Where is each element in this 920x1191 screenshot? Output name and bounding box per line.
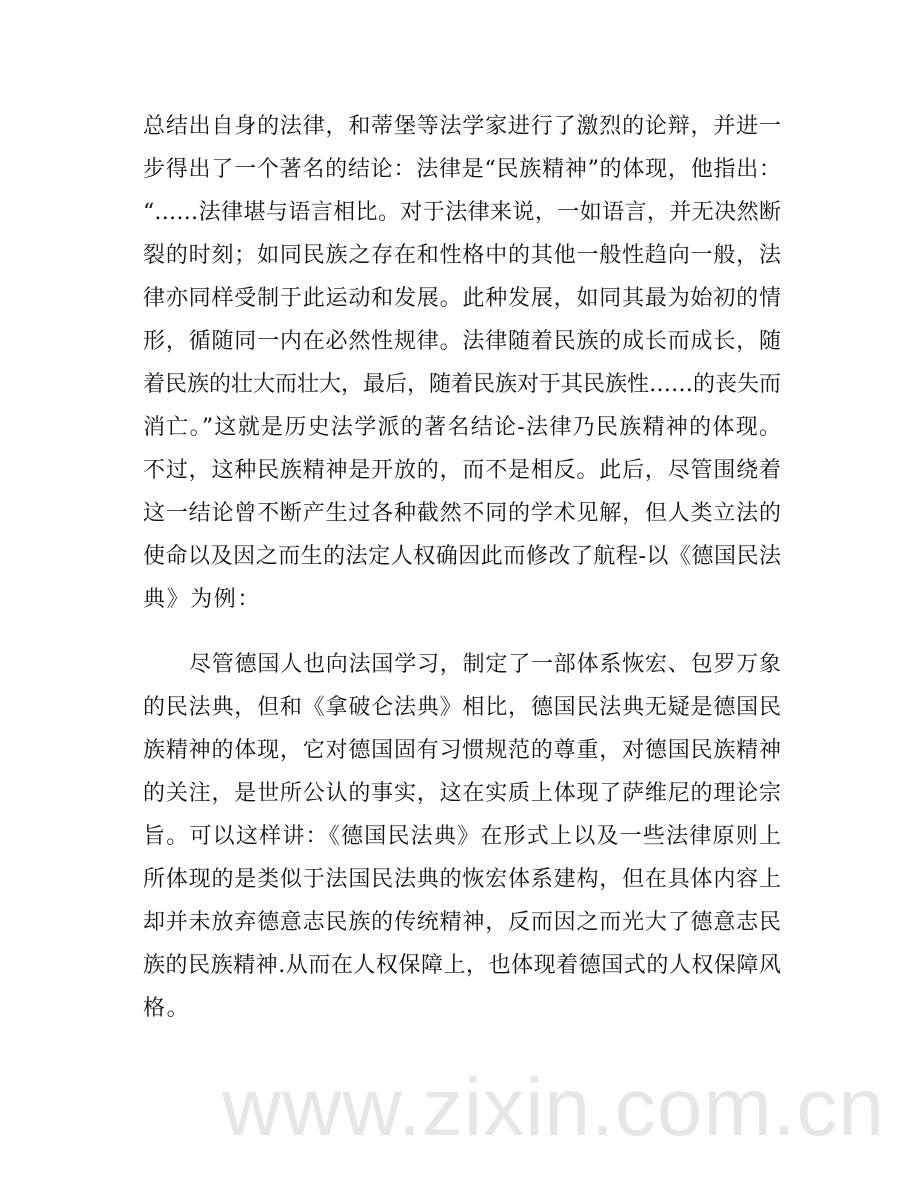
text-line: 典》为例： <box>143 587 262 612</box>
text-line: “……法律堪与语言相比。对于法律来说，一如语言，并无决然断 <box>143 200 781 225</box>
text-line: 却并未放弃德意志民族的传统精神，反而因之而光大了德意志民 <box>143 910 781 935</box>
text-line: 所体现的是类似于法国民法典的恢宏体系建构，但在具体内容上 <box>143 867 781 892</box>
text-line: 格。 <box>143 996 191 1021</box>
watermark: www.zixin.com.cn <box>222 1062 886 1153</box>
text-line: 的关注，是世所公认的事实，这在实质上体现了萨维尼的理论宗 <box>143 781 781 806</box>
text-line: 这一结论曾不断产生过各种截然不同的学术见解，但人类立法的 <box>143 501 781 526</box>
text-line: 使命以及因之而生的法定人权确因此而修改了航程-以《德国民法 <box>143 544 781 569</box>
text-line: 裂的时刻；如同民族之存在和性格中的其他一般性趋向一般，法 <box>143 243 781 268</box>
text-line: 形，循随同一内在必然性规律。法律随着民族的成长而成长，随 <box>143 329 781 354</box>
text-line: 族的民族精神.从而在人权保障上，也体现着德国式的人权保障风 <box>143 953 781 978</box>
text-line: 着民族的壮大而壮大，最后，随着民族对于其民族性……的丧失而 <box>143 372 782 397</box>
text-line: 消亡。”这就是历史法学派的著名结论-法律乃民族精神的体现。 <box>143 415 781 440</box>
text-line: 步得出了一个著名的结论：法律是“民族精神”的体现，他指出： <box>143 157 781 182</box>
text-line: 总结出自身的法律，和蒂堡等法学家进行了激烈的论辩，并进一 <box>143 114 781 139</box>
text-line: 族精神的体现，它对德国固有习惯规范的尊重，对德国民族精神 <box>143 738 781 763</box>
text-line: 律亦同样受制于此运动和发展。此种发展，如同其最为始初的情 <box>143 286 781 311</box>
text-line: 尽管德国人也向法国学习，制定了一部体系恢宏、包罗万象 <box>189 652 781 677</box>
text-line: 不过，这种民族精神是开放的，而不是相反。此后，尽管围绕着 <box>143 458 781 483</box>
text-line: 旨。可以这样讲：《德国民法典》在形式上以及一些法律原则上 <box>143 824 781 849</box>
text-line: 的民法典，但和《拿破仑法典》相比，德国民法典无疑是德国民 <box>143 695 781 720</box>
